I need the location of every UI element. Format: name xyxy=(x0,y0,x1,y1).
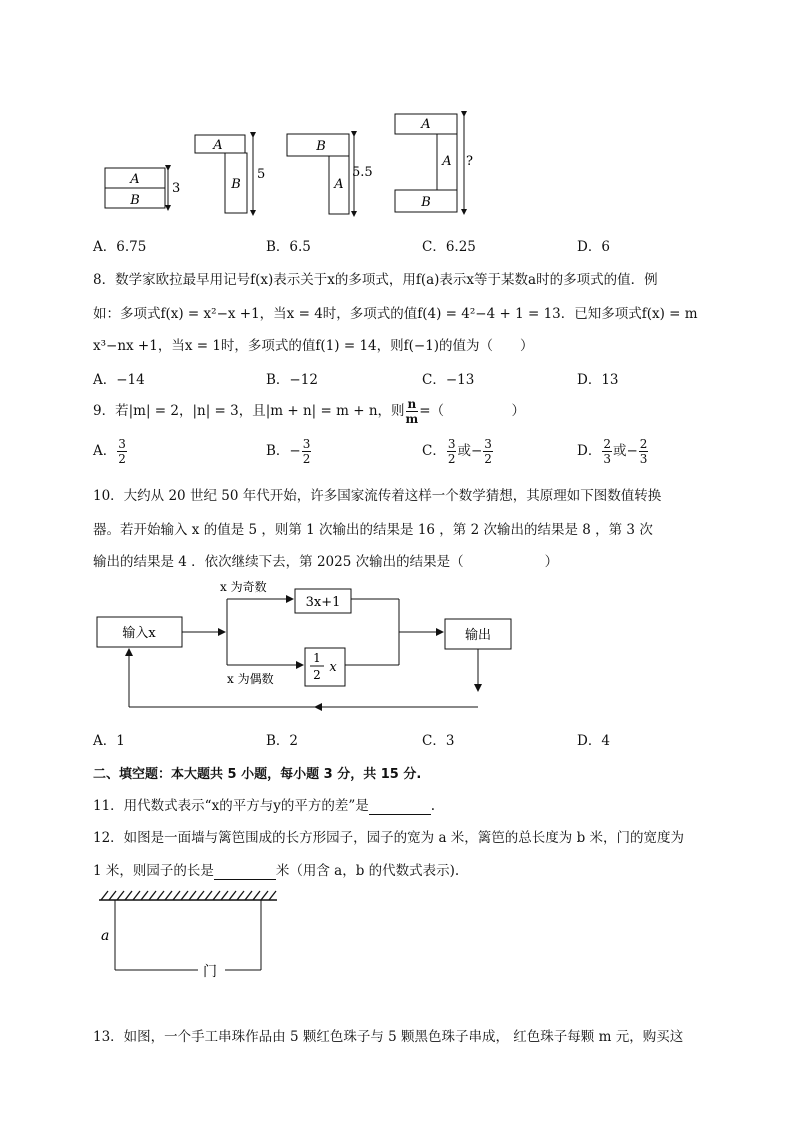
q10-line3: 输出的结果是 4 ．依次继续下去，第 2025 次输出的结果是（ ） xyxy=(93,554,559,570)
q7-fig4 xyxy=(395,114,473,212)
flow-odd-label: x 为奇数 xyxy=(220,580,267,594)
q12-line1: 12．如图是一面墙与篱笆围成的长方形园子，园子的宽为 a 米，篱笆的总长度为 b 米，门的宽度为 xyxy=(93,830,685,846)
flow-even-var: x xyxy=(329,660,337,675)
wall-hatching xyxy=(101,891,276,900)
q9-stem-pre: 9．若|m| = 2，|n| = 3，且|m + n| = m + n，则 xyxy=(93,403,405,419)
q8-option-d: D．13 xyxy=(577,372,619,388)
q10-option-a: A．1 xyxy=(93,733,125,749)
fig4-dim: ? xyxy=(466,154,473,169)
q8-line1: 8．数学家欧拉最早用记号f(x)表示关于x的多项式，用f(a)表示x等于某数a时的多项式的值．例 xyxy=(93,272,658,288)
fig1-dim: 3 xyxy=(172,181,181,196)
fig2-label-b: B xyxy=(231,177,241,192)
q9-option-c: C． $\frac{3}{2}$ 或− $\frac{3}{2}$ xyxy=(422,437,492,466)
q9-frac-num: n xyxy=(407,397,417,411)
q9-option-a: A． $\frac{3}{2}$ xyxy=(93,437,126,466)
q9-stem xyxy=(93,398,525,425)
flow-even-box xyxy=(305,648,345,686)
fig1-label-a: A xyxy=(130,172,140,187)
section-2-heading: 二、填空题：本大题共 5 小题，每小题 3 分，共 15 分. xyxy=(93,767,422,782)
q9-stem-post: =（ ） xyxy=(419,403,526,419)
fig3-dim: 5.5 xyxy=(352,165,373,180)
q10-option-d: D．4 xyxy=(577,733,610,749)
q8-option-a: A．−14 xyxy=(93,372,145,388)
q7-option-c: C．6.25 xyxy=(422,239,476,255)
flow-output-label: 输出 xyxy=(464,628,492,643)
q11-answer-blank[interactable] xyxy=(369,798,431,815)
fig4-label-top: A xyxy=(421,117,431,132)
q9-option-b: B．− $\frac{3}{2}$ xyxy=(266,437,311,466)
fig4-label-bottom: B xyxy=(421,195,431,210)
q11-stem: 11．用代数式表示“x的平方与y的平方的差”是 . xyxy=(93,798,436,814)
q7-option-d: D．6 xyxy=(577,239,610,255)
fig3-label-a: A xyxy=(334,177,344,192)
fig2-label-a: A xyxy=(213,138,223,153)
q7-option-b: B．6.5 xyxy=(266,239,311,255)
fig2-dim: 5 xyxy=(257,167,266,182)
q10-option-b: B．2 xyxy=(266,733,299,749)
garden-width-label: a xyxy=(101,928,110,944)
q10-line2: 器。若开始输入 x 的值是 5 ，则第 1 次输出的结果是 16 ，第 2 次输出的结果是 8 ，第 3 次 xyxy=(93,522,653,538)
flow-even-label: x 为偶数 xyxy=(227,672,274,686)
q7-fig1 xyxy=(105,168,180,208)
flow-odd-expr: 3x+1 xyxy=(305,595,341,610)
q9-fraction xyxy=(406,398,419,425)
q9-frac-den: m xyxy=(405,412,419,426)
fig3-label-b: B xyxy=(316,139,326,154)
q8-option-c: C．−13 xyxy=(422,372,475,388)
q10-flowchart xyxy=(95,575,525,720)
flow-input-label: 输入x xyxy=(122,626,156,641)
q10-line1: 10．大约从 20 世纪 50 年代开始，许多国家流传着这样一个数学猜想，其原理如下图数值转换 xyxy=(93,488,662,504)
q8-line2: 如：多项式f(x) = x²−x +1，当x = 4时，多项式的值f(4) = 4²−4 + 1 = 13．已知多项式f(x) = m xyxy=(93,306,698,322)
flow-even-num: 1 xyxy=(313,651,321,665)
q7-figure xyxy=(95,108,515,220)
fig1-label-b: B xyxy=(130,193,140,208)
q7-option-a: A．6.75 xyxy=(93,239,147,255)
q7-fig3 xyxy=(287,134,373,214)
q10-option-c: C．3 xyxy=(422,733,455,749)
q12-line2: 1 米，则园子的长是 米（用含 a，b 的代数式表示). xyxy=(93,863,460,879)
q8-line3: x³−nx +1，当x = 1时，多项式的值f(1) = 14，则f(−1)的值为（ ） xyxy=(93,338,534,354)
fence xyxy=(115,900,261,970)
garden-door-label: 门 xyxy=(203,964,217,980)
q8-option-b: B．−12 xyxy=(266,372,318,388)
q12-answer-blank[interactable] xyxy=(214,863,276,880)
q9-option-d: D． $\frac{2}{3}$ 或− $\frac{2}{3}$ xyxy=(577,437,648,466)
q7-fig2 xyxy=(195,135,265,213)
flow-even-den: 2 xyxy=(313,668,321,682)
q13-line1: 13．如图，一个手工串珠作品由 5 颗红色珠子与 5 颗黑色珠子串成， 红色珠子每颗 m 元，购买这 xyxy=(93,1029,684,1045)
fig4-label-mid: A xyxy=(442,154,452,169)
q12-garden-figure xyxy=(95,888,285,980)
